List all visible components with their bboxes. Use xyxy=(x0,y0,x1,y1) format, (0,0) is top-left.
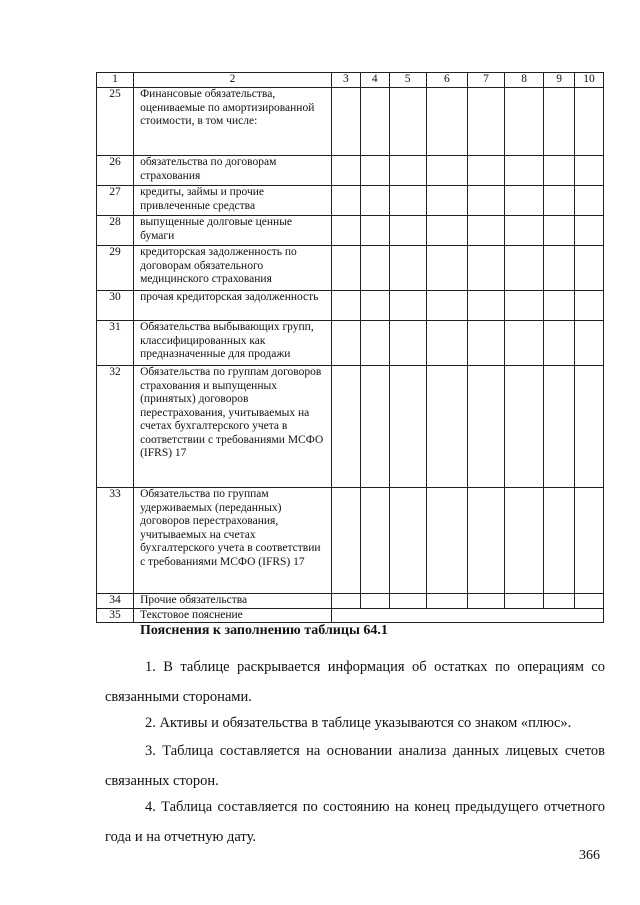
row-label: кредиторская задолженность по договорам обязательного медицинского страхования xyxy=(134,246,332,291)
table-row xyxy=(97,488,604,594)
table-row xyxy=(97,186,604,216)
empty-cell xyxy=(389,594,426,609)
empty-cell xyxy=(575,366,604,488)
empty-cell xyxy=(360,88,389,156)
empty-cell xyxy=(389,291,426,321)
empty-cell xyxy=(389,216,426,246)
table-header-row xyxy=(97,73,604,88)
empty-cell xyxy=(505,321,544,366)
empty-cell xyxy=(544,246,575,291)
column-header: 4 xyxy=(360,73,389,88)
empty-cell xyxy=(331,186,360,216)
empty-cell xyxy=(331,321,360,366)
row-number: 29 xyxy=(97,246,134,291)
row-number: 35 xyxy=(97,608,134,623)
empty-cell xyxy=(389,246,426,291)
empty-cell xyxy=(426,246,467,291)
empty-cell xyxy=(331,594,360,609)
empty-cell xyxy=(360,321,389,366)
row-number: 26 xyxy=(97,156,134,186)
empty-cell xyxy=(426,156,467,186)
empty-cell xyxy=(467,291,504,321)
notes-heading: Пояснения к заполнению таблицы 64.1 xyxy=(140,623,388,638)
empty-cell xyxy=(575,291,604,321)
note-paragraph-3 xyxy=(105,736,605,796)
empty-cell xyxy=(426,291,467,321)
table-row xyxy=(97,88,604,156)
empty-cell xyxy=(426,88,467,156)
empty-cell xyxy=(360,246,389,291)
row-number: 25 xyxy=(97,88,134,156)
table-row xyxy=(97,321,604,366)
empty-cell xyxy=(389,321,426,366)
empty-cell xyxy=(360,291,389,321)
merged-empty-cell xyxy=(331,608,603,623)
row-label: прочая кредиторская задолженность xyxy=(134,291,332,321)
row-number: 32 xyxy=(97,366,134,488)
empty-cell xyxy=(426,321,467,366)
empty-cell xyxy=(426,594,467,609)
empty-cell xyxy=(467,594,504,609)
empty-cell xyxy=(575,88,604,156)
empty-cell xyxy=(575,156,604,186)
empty-cell xyxy=(575,488,604,594)
empty-cell xyxy=(360,488,389,594)
empty-cell xyxy=(389,186,426,216)
empty-cell xyxy=(505,366,544,488)
empty-cell xyxy=(544,366,575,488)
row-label: выпущенные долговые ценные бумаги xyxy=(134,216,332,246)
row-label: Финансовые обязательства, оцениваемые по амортизированной стоимости, в том числе: xyxy=(134,88,332,156)
column-header: 5 xyxy=(389,73,426,88)
column-header: 9 xyxy=(544,73,575,88)
empty-cell xyxy=(544,88,575,156)
column-header: 7 xyxy=(467,73,504,88)
empty-cell xyxy=(331,216,360,246)
row-number: 31 xyxy=(97,321,134,366)
empty-cell xyxy=(331,366,360,488)
empty-cell xyxy=(331,291,360,321)
column-header: 10 xyxy=(575,73,604,88)
note-text: 4. Таблица составляется по состоянию на конец предыдущего отчетного года и на отчетную дату. xyxy=(105,799,605,845)
empty-cell xyxy=(575,186,604,216)
empty-cell xyxy=(389,156,426,186)
data-table xyxy=(96,72,604,623)
empty-cell xyxy=(575,216,604,246)
empty-cell xyxy=(575,246,604,291)
empty-cell xyxy=(389,88,426,156)
empty-cell xyxy=(544,321,575,366)
row-number: 28 xyxy=(97,216,134,246)
empty-cell xyxy=(389,488,426,594)
empty-cell xyxy=(467,216,504,246)
empty-cell xyxy=(331,156,360,186)
column-header: 8 xyxy=(505,73,544,88)
empty-cell xyxy=(575,321,604,366)
empty-cell xyxy=(331,88,360,156)
empty-cell xyxy=(505,488,544,594)
column-header: 3 xyxy=(331,73,360,88)
note-text: 2. Активы и обязательства в таблице указываются со знаком «плюс». xyxy=(145,715,572,731)
empty-cell xyxy=(360,156,389,186)
empty-cell xyxy=(544,156,575,186)
table-row xyxy=(97,246,604,291)
table-row xyxy=(97,216,604,246)
row-label: Обязательства по группам удерживаемых (переданных) договоров перестрахования, учитываемых на счетах бухгалтерского учета в соответствии с требованиями МСФО (IFRS) 17 xyxy=(134,488,332,594)
row-label: Обязательства по группам договоров страхования и выпущенных (принятых) договоров перестрахования, учитываемых на счетах бухгалтерского учета в соответствии с требованиями МСФО (IFRS) 17 xyxy=(134,366,332,488)
empty-cell xyxy=(505,291,544,321)
note-paragraph-1 xyxy=(105,652,605,712)
empty-cell xyxy=(544,216,575,246)
empty-cell xyxy=(544,291,575,321)
empty-cell xyxy=(467,186,504,216)
empty-cell xyxy=(467,156,504,186)
empty-cell xyxy=(467,321,504,366)
empty-cell xyxy=(505,246,544,291)
empty-cell xyxy=(331,488,360,594)
row-number: 27 xyxy=(97,186,134,216)
table-row xyxy=(97,608,604,623)
table-row xyxy=(97,366,604,488)
empty-cell xyxy=(467,88,504,156)
empty-cell xyxy=(505,88,544,156)
note-text: 3. Таблица составляется на основании анализа данных лицевых счетов связанных сторон. xyxy=(105,743,605,789)
column-header: 6 xyxy=(426,73,467,88)
note-paragraph-4 xyxy=(105,792,605,852)
empty-cell xyxy=(544,594,575,609)
table-row xyxy=(97,594,604,609)
row-label: обязательства по договорам страхования xyxy=(134,156,332,186)
empty-cell xyxy=(360,216,389,246)
page-number: 366 xyxy=(579,848,600,863)
empty-cell xyxy=(426,186,467,216)
column-header: 1 xyxy=(97,73,134,88)
empty-cell xyxy=(505,594,544,609)
empty-cell xyxy=(331,246,360,291)
empty-cell xyxy=(360,366,389,488)
empty-cell xyxy=(426,366,467,488)
row-label: кредиты, займы и прочие привлеченные средства xyxy=(134,186,332,216)
row-number: 34 xyxy=(97,594,134,609)
empty-cell xyxy=(467,488,504,594)
note-text: 1. В таблице раскрывается информация об остатках по операциям со связанными сторонами. xyxy=(105,659,605,705)
row-label: Обязательства выбывающих групп, классифицированных как предназначенные для продажи xyxy=(134,321,332,366)
empty-cell xyxy=(467,366,504,488)
note-paragraph-2 xyxy=(105,708,605,738)
empty-cell xyxy=(505,156,544,186)
row-label: Прочие обязательства xyxy=(134,594,332,609)
empty-cell xyxy=(426,488,467,594)
column-header: 2 xyxy=(134,73,332,88)
empty-cell xyxy=(467,246,504,291)
table-row xyxy=(97,291,604,321)
row-number: 30 xyxy=(97,291,134,321)
empty-cell xyxy=(426,216,467,246)
empty-cell xyxy=(360,186,389,216)
empty-cell xyxy=(575,594,604,609)
empty-cell xyxy=(389,366,426,488)
empty-cell xyxy=(505,216,544,246)
empty-cell xyxy=(360,594,389,609)
empty-cell xyxy=(544,186,575,216)
empty-cell xyxy=(544,488,575,594)
empty-cell xyxy=(505,186,544,216)
row-label: Текстовое пояснение xyxy=(134,608,332,623)
row-number: 33 xyxy=(97,488,134,594)
table-row xyxy=(97,156,604,186)
